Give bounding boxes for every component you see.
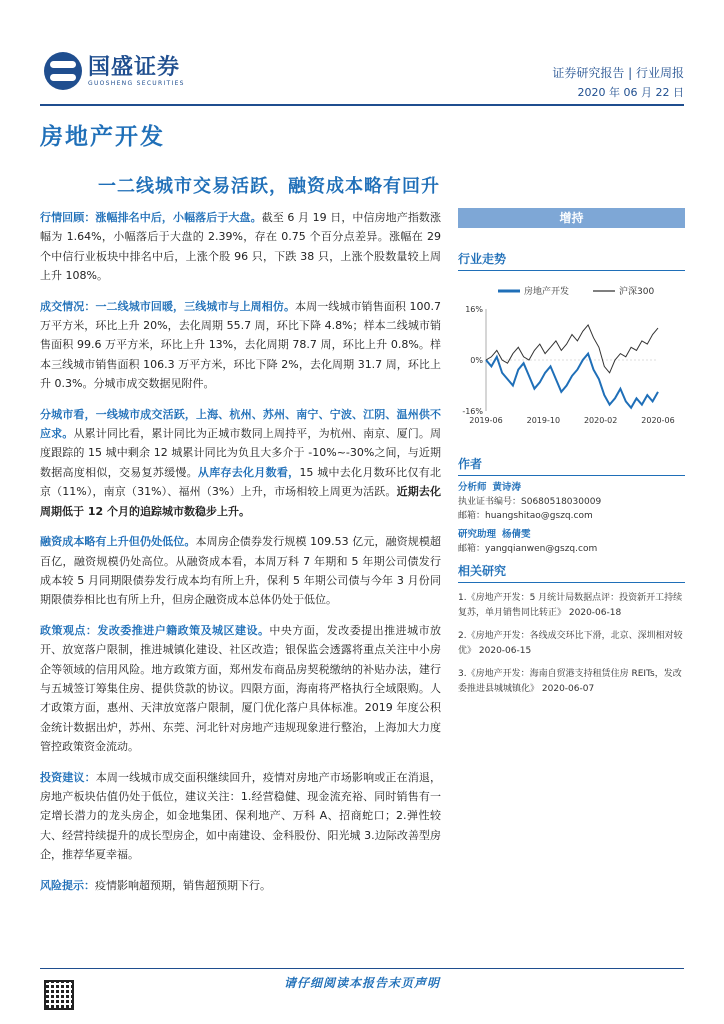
logo-english: GUOSHENG SECURITIES [88, 79, 185, 87]
report-date: 2020 年 06 月 22 日 [577, 86, 684, 99]
y-tick-label: 16% [465, 305, 483, 314]
sidebar [458, 208, 685, 697]
x-tick-label: 2020-06 [641, 416, 675, 425]
email-link-1[interactable]: huangshitao@gszq.com [485, 511, 593, 521]
trend-chart-svg [458, 279, 685, 429]
paragraph-city-detail: 分城市看，一线城市成交活跃，上海、杭州、苏州、南宁、宁波、江阴、温州供不应求。从累计同比看，累计同比为正城市数同上周持平，为杭州、南京、厦门。周度跟踪的 15 城中剩余 12 城累计同比为负且大多介于 -10%~-30%之间，与近期数据高度相似，交易复苏缓慢。从库存去化月数看，15 城中去化月数环比仅有北京（11%），南京（31%）、福州（3%）上升，市场相较上周更为活跃。近期去化周期低于 12 个月的追踪城市数稳步上升。 [40, 407, 442, 518]
report-header [0, 0, 724, 110]
cert-line: 执业证书编号：S0680518030009 [458, 497, 602, 507]
email-link-2[interactable]: yangqianwen@gszq.com [485, 544, 598, 554]
x-tick-label: 2019-10 [526, 416, 561, 425]
assistant-line: 研究助理 杨倩雯 [458, 529, 531, 540]
trend-heading: 行业走势 [458, 250, 685, 271]
paragraph-market-review: 行情回顾：涨幅排名中后，小幅落后于大盘。截至 6 月 19 日，中信房地产指数涨幅为 1.64%，小幅落后于大盘的 2.39%，存在 0.75 个百分点差异。涨幅在 29 个中信行业板块中排名中后，上涨个股 96 只，下跌 38 只，上涨个股数量较上周上升 108%。 [40, 211, 442, 283]
series-line [486, 325, 658, 373]
related-item[interactable]: 1.《房地产开发：5 月统计局数据点评：投资新开工持续复苏，单月销售同比转正》 2020-06-18 [458, 593, 683, 618]
main-title: 一二线城市交易活跃，融资成本略有回升 [98, 176, 440, 197]
paragraph-investment: 投资建议：本周一线城市成交面积继续回升，疫情对房地产市场影响或正在消退，房地产板块估值仍处于低位，建议关注：1.经营稳健、现金流充裕、同时销售有一定增长潜力的龙头房企，如金地集团、保利地产、万科 A、招商蛇口；2.弹性较大、经营持续提升的成长型房企，如中南建设、金科股份、阳光城 3.边际改善型房企，推荐华夏幸福。 [40, 770, 442, 862]
y-tick-label: -16% [462, 407, 483, 416]
legend-label: 房地产开发 [524, 287, 570, 297]
related-heading: 相关研究 [458, 562, 685, 583]
x-tick-label: 2019-06 [469, 416, 503, 425]
x-tick-label: 2020-02 [583, 416, 618, 425]
paragraph-policy: 政策观点：发改委推进户籍政策及城区建设。中央方面，发改委提出推进城市放开、放宽落户限制，推进城镇化建设、社区改造；银保监会透露将重点关注中小房企等领域的信用风险。地方政策方面，郑州发布商品房契税缴纳的补贴办法，建行与五城签订筹集住房、提供贷款的协议。四限方面，海南将严格执行全域限购。人才政策方面，惠州、天津放宽落户限制，厦门优化落户具体标准。2019 年度公积金统计数据出炉，苏州、东莞、河北针对房地产违规现象进行整治，上海加大力度管控政策资金流动。 [40, 623, 442, 754]
email-line-1: 邮箱：huangshitao@gszq.com [458, 511, 593, 521]
legend-label: 沪深300 [619, 287, 655, 297]
author-heading: 作者 [458, 455, 685, 476]
series-line [486, 354, 658, 408]
email-line-2: 邮箱：yangqianwen@gszq.com [458, 544, 598, 554]
paragraph-transactions: 成交情况：一二线城市回暖，三线城市与上周相仿。本周一线城市销售面积 100.7 万平方米，环比上升 20%，去化周期 55.7 周，环比下降 4.8%；样本二线城市销售面积 99.6 万平方米，环比上升 13%，去化周期 78.7 周，环比上升 0.8%。样本三线城市销售面积 106.3 万平方米，环比下降 2%，去化周期 31.7 周，环比上升 0.3%。分城市成交数据见附件。 [40, 299, 441, 391]
company-logo [44, 52, 185, 90]
related-item[interactable]: 3.《房地产开发：海南自贸港支持租赁住房 REITs，发改委推进县城城镇化》 2020-06-07 [458, 669, 682, 694]
main-body [40, 208, 441, 906]
paragraph-risk: 风险提示：疫情影响超预期，销售超预期下行。 [40, 878, 271, 892]
logo-name: 国盛证券 [88, 54, 181, 80]
footer-disclaimer: 请仔细阅读本报告末页声明 [283, 976, 440, 990]
trend-chart [458, 279, 685, 429]
footer-divider [40, 968, 684, 969]
rating-badge: 增持 [458, 208, 685, 228]
logo-mark-icon [44, 52, 82, 90]
sector-title: 房地产开发 [40, 124, 165, 150]
report-type: 证券研究报告 | 行业周报 [552, 66, 684, 80]
header-divider [40, 104, 684, 106]
y-tick-label: 0% [470, 356, 483, 365]
related-item[interactable]: 2.《房地产开发：各线成交环比下滑，北京、深圳相对较优》 2020-06-15 [458, 631, 683, 656]
analyst-line: 分析师 黄诗涛 [458, 482, 522, 493]
paragraph-financing: 融资成本略有上升但仍处低位。本周房企债券发行规模 109.53 亿元，融资规模超百亿，融资规模仍处高位。从融资成本看，本周万科 7 年期和 5 年期公司债发行成本较 5 月同期限债券发行成本均有所上升，保利 5 年期公司债与今年 3 月份同期限债券相比也有所上升，但房企融资成本总体仍处于低位。 [40, 535, 442, 607]
